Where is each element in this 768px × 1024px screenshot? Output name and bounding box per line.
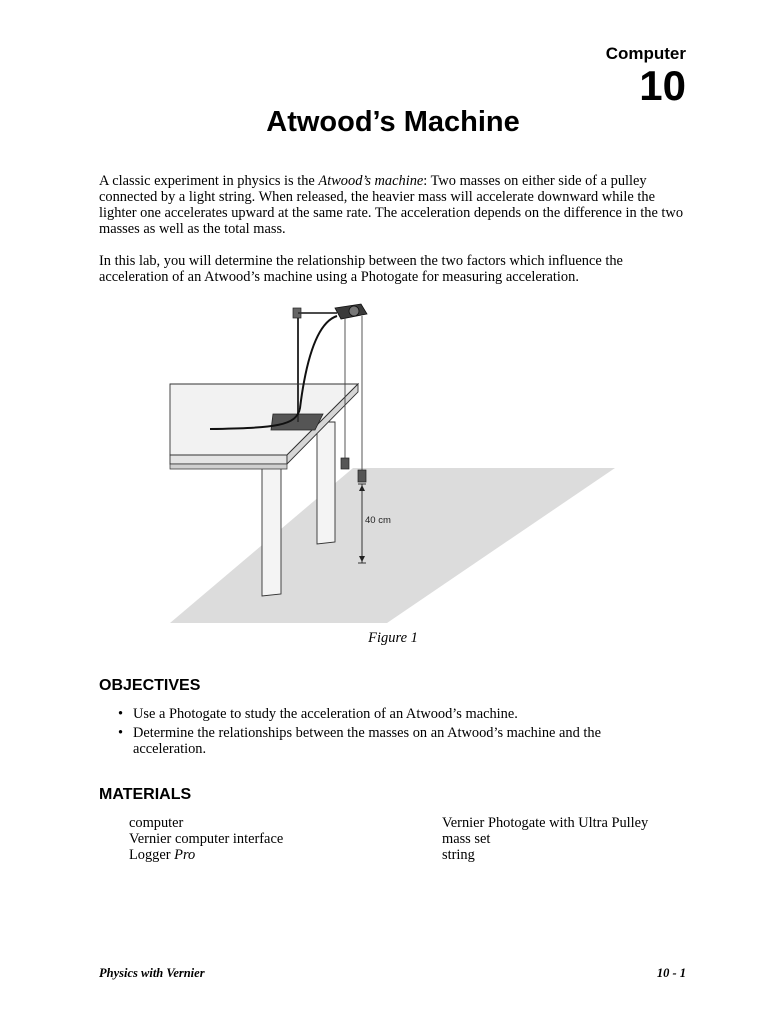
floor-shadow	[170, 468, 615, 623]
list-item: computer	[129, 815, 184, 831]
bullet-icon: •	[118, 725, 124, 741]
materials-heading: MATERIALS	[99, 786, 192, 803]
list-item	[118, 706, 658, 722]
footer-page-number: 10 - 1	[656, 966, 686, 980]
mass-right	[358, 470, 366, 482]
list-item: Vernier computer interface	[129, 830, 284, 847]
table-leg-back	[317, 422, 335, 544]
atwood-illustration	[165, 298, 620, 628]
intro-paragraph-1	[99, 173, 689, 237]
chapter-number: 10	[639, 62, 686, 109]
chapter-marker	[606, 44, 686, 108]
materials-right-column	[442, 816, 648, 863]
objectives-heading: OBJECTIVES	[99, 677, 201, 694]
objective-text: Use a Photogate to study the acceleration of an Atwood’s machine.	[133, 706, 518, 722]
chapter-label: Computer	[605, 44, 686, 63]
page-title: Atwood’s Machine	[266, 106, 520, 138]
list-item	[118, 725, 658, 757]
logger-pro-text: Pro	[174, 846, 196, 863]
bullet-icon: •	[118, 706, 124, 722]
materials-left-column	[129, 816, 283, 863]
list-item	[129, 848, 283, 864]
intro-paragraph-2: In this lab, you will determine the relationship between the two factors which influence the acceleration of an Atwood’s machine using a Photogate for measuring acceleration.	[99, 253, 623, 285]
intro-text-end: : Two masses on either side of a pulley connected by a light string. When released, the heavier mass will accelerate downward while the lighter one accelerates upward at the same rate. The acceleration depends on the difference in the two masses as well as the total mass.	[99, 173, 684, 237]
intro-term: Atwood’s machine	[318, 173, 424, 189]
distance-label: 40 cm	[365, 515, 391, 526]
table-rail	[170, 464, 287, 469]
objective-text: Determine the relationships between the masses on an Atwood’s machine and the acceleration.	[133, 725, 601, 757]
mass-left	[341, 458, 349, 469]
objectives-list	[118, 706, 658, 760]
logger-text: Logger	[129, 846, 175, 863]
atwood-figure	[165, 298, 620, 628]
list-item: string	[442, 846, 475, 863]
intro-text-start: A classic experiment in physics is the	[99, 173, 319, 189]
table-front-edge	[170, 455, 287, 464]
footer-book-title: Physics with Vernier	[99, 966, 205, 980]
pulley-wheel	[349, 306, 359, 316]
list-item: Vernier Photogate with Ultra Pulley	[442, 815, 649, 831]
figure-caption: Figure 1	[368, 630, 418, 646]
list-item: mass set	[442, 830, 491, 847]
table-leg-front	[262, 468, 281, 596]
